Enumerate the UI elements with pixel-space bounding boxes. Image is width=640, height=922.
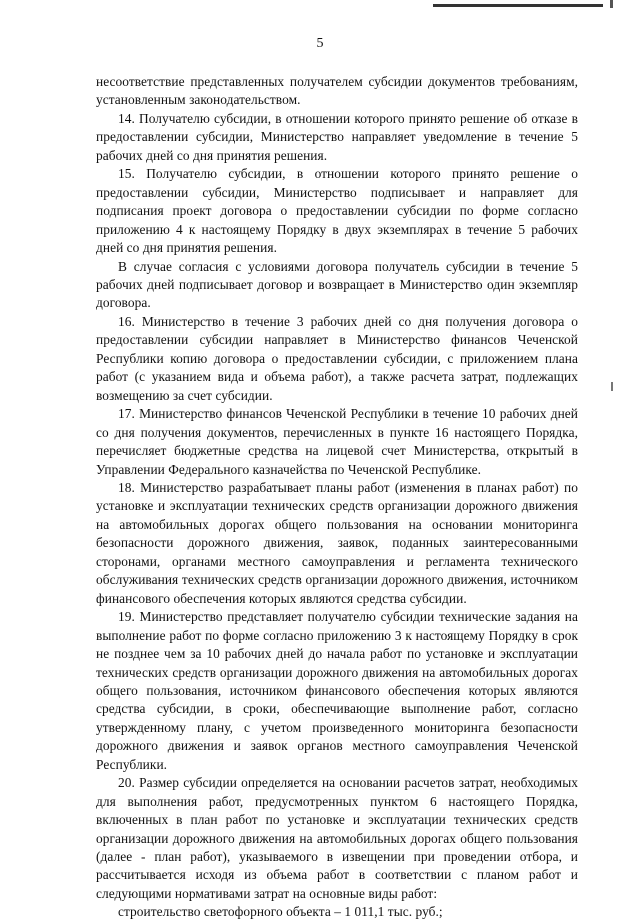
scan-artifact-side (611, 382, 613, 391)
scan-artifact-line (433, 4, 603, 7)
paragraph-15: 15. Получателю субсидии, в отношении которого принято решение о предоставлении субсидии, Министерство подписывает и направляет для подписания проект договора о предоставлении субсидии по форме согласно приложению 4 к настоящему Порядку в двух экземплярах в течение 5 рабочих дней со дня принятия решения. (96, 166, 578, 256)
paragraph-17: 17. Министерство финансов Чеченской Республики в течение 10 рабочих дней со дня получения документов, перечисленных в пункте 16 настоящего Порядка, перечисляет бюджетные средства на лицевой счет Министерства, открытый в Управлении Федерального казначейства по Чеченской Республике. (96, 406, 578, 477)
paragraph-20: 20. Размер субсидии определяется на основании расчетов затрат, необходимых для выполнения работ, предусмотренных пунктом 6 настоящего Порядка, включенных в план работ по установке и эксплуатации технических средств организации дорожного движения на автомобильных дорогах общего пользования (далее - план работ), указываемого в извещении при проведении отбора, и рассчитывается исходя из объема работ в соответствии с планом работ и следующими нормативами затрат на основные виды работ: (96, 775, 578, 901)
paragraph-continuation: несоответствие представленных получателем субсидии документов требованиям, установленным законодательством. (96, 74, 578, 108)
paragraph-18: 18. Министерство разрабатывает планы работ (изменения в планах работ) по установке и эксплуатации технических средств организации дорожного движения на автомобильных дорогах общего пользования на основании мониторинга безопасности дорожного движения, заявок, поданных заинтересованными сторонами, органами местного самоуправления и регламента технического обслуживания технических средств организации дорожного движения, источником финансового обеспечения которых являются средства субсидии. (96, 479, 578, 606)
paragraph-16: 16. Министерство в течение 3 рабочих дней со дня получения договора о предоставлении субсидии направляет в Министерство финансов Чеченской Республики копию договора о предоставлении субсидии, с приложением плана работ (с указанием вида и объема работ), а также расчета затрат, подлежащих возмещению за счет субсидии. (96, 313, 578, 403)
document-body (96, 73, 578, 922)
paragraph-14: 14. Получателю субсидии, в отношении которого принято решение об отказе в предоставлении субсидии, Министерство направляет уведомление в течение 5 рабочих дней со дня принятия решения. (96, 110, 578, 163)
paragraph-15-agreement: В случае согласия с условиями договора получатель субсидии в течение 5 рабочих дней подписывает договор и возвращает в Министерство один экземпляр договора. (96, 258, 578, 311)
scan-artifact-tick (610, 0, 613, 8)
page-number: 5 (316, 36, 324, 51)
paragraph-norm-traffic-light: строительство светофорного объекта – 1 011,1 тыс. руб.; (118, 904, 443, 920)
paragraph-19: 19. Министерство представляет получателю субсидии технические задания на выполнение работ по форме согласно приложению 3 к настоящему Порядку в срок не позднее чем за 10 рабочих дней до начала работ по установке и эксплуатации технических средств организации дорожного движения на автомобильных дорогах общего пользования, источником финансового обеспечения которых являются средства субсидии, в сроки, обеспечивающие выполнение работ, согласно утвержденному плану, с учетом произведенного мониторинга безопасности дорожного движения и заявок органов местного самоуправления Чеченской Республики. (96, 609, 578, 772)
